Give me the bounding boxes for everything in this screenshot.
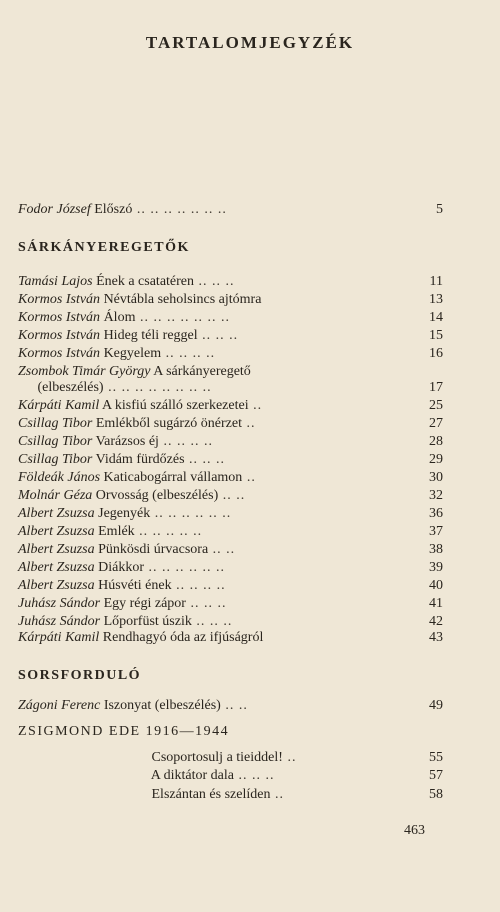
entry-title: Pünkösdi úrvacsora <box>98 542 209 557</box>
entry-dots: .. .. <box>218 488 246 503</box>
entry-title: Diákkor <box>98 560 145 575</box>
entry-author: Tamási Lajos <box>18 274 93 289</box>
toc-entry <box>18 767 443 785</box>
toc-entry <box>18 397 443 415</box>
entry-page: 37 <box>429 524 443 539</box>
toc-entry <box>18 487 443 505</box>
entry-author: Albert Zsuzsa <box>18 542 95 557</box>
entry-dots: .. .. <box>220 698 248 713</box>
entry-author: Albert Zsuzsa <box>18 506 95 521</box>
entry-title: Emlékből sugárzó önérzet <box>95 416 242 431</box>
entry-page: 29 <box>429 452 443 467</box>
entry-page: 41 <box>429 596 443 611</box>
entry-title: A diktátor dala <box>150 768 234 783</box>
entry-page: 13 <box>429 292 443 307</box>
entry-page: 38 <box>429 542 443 557</box>
entry-page: 42 <box>429 614 443 629</box>
entry-page: 36 <box>429 506 443 521</box>
entry-dots: .. .. .. <box>194 274 235 289</box>
entry-title: (elbeszélés) <box>37 380 104 395</box>
toc-entry <box>18 505 443 523</box>
entry-dots: .. .. .. .. .. .. <box>150 506 232 521</box>
entry-title: Húsvéti ének <box>98 578 172 593</box>
entry-title: Ének a csatatéren <box>96 274 195 289</box>
entry-dots: .. <box>248 398 263 413</box>
entry-author: Albert Zsuzsa <box>18 578 95 593</box>
toc-entry <box>18 415 443 433</box>
entry-page: 32 <box>429 488 443 503</box>
entry-author: Csillag Tibor <box>18 434 93 449</box>
entry-author: Kárpáti Kamil <box>18 630 100 645</box>
entry-author: Zsombok Timár György <box>18 364 151 379</box>
entry-page: 28 <box>429 434 443 449</box>
entry-dots: .. .. .. .. .. .. .. <box>135 310 230 325</box>
entry-dots: .. <box>270 787 284 802</box>
entry-title: Varázsos éj <box>95 434 159 449</box>
entry-page: 17 <box>429 380 443 395</box>
toc-entry <box>18 523 443 541</box>
entry-author: Molnár Géza <box>18 488 93 503</box>
entry-page: 40 <box>429 578 443 593</box>
entry-author: Fodor József <box>18 202 91 217</box>
toc-entry <box>18 541 443 559</box>
page-title: TARTALOMJEGYZÉK <box>145 33 355 52</box>
toc-entry <box>18 433 443 451</box>
toc-entry <box>18 345 443 363</box>
entry-title: Névtábla seholsincs ajtómra <box>103 292 262 307</box>
entry-title: Iszonyat (elbeszélés) <box>103 698 221 713</box>
entry-dots: .. .. .. <box>184 452 226 467</box>
entry-page: 11 <box>429 274 443 289</box>
entry-author: Földeák János <box>18 470 101 485</box>
entry-dots: .. .. .. .. <box>161 346 216 361</box>
entry-dots: .. .. .. <box>191 614 233 629</box>
entry-dots: .. .. .. .. <box>171 578 226 593</box>
toc-entry <box>18 577 443 595</box>
entry-dots: .. .. .. .. <box>158 434 213 449</box>
entry-page: 49 <box>429 698 443 713</box>
entry-dots: .. .. .. <box>197 328 239 343</box>
toc-entry <box>18 469 443 487</box>
entry-dots: .. .. .. .. .. <box>134 524 203 539</box>
entry-title: Elszántan és szelíden <box>151 787 271 802</box>
entry-author: Juhász Sándor <box>18 596 101 611</box>
toc-entry <box>18 309 443 327</box>
entry-title: A sárkányeregető <box>153 364 251 379</box>
entry-title: Kegyelem <box>103 346 162 361</box>
entry-author: Kormos István <box>18 328 101 343</box>
entry-page: 55 <box>429 750 443 765</box>
entry-dots: .. .. <box>208 542 236 557</box>
entry-dots: .. .. .. .. .. .. <box>144 560 226 575</box>
section-heading-sorsfordulo: SORSFORDULÓ <box>18 668 142 683</box>
entry-author: Kormos István <box>18 310 101 325</box>
entry-page: 15 <box>429 328 443 343</box>
entry-page: 30 <box>429 470 443 485</box>
entry-title: Vidám fürdőzés <box>95 452 185 467</box>
entry-title: Orvosság (elbeszélés) <box>95 488 219 503</box>
entry-author: Albert Zsuzsa <box>18 524 95 539</box>
entry-title: Álom <box>103 310 136 325</box>
entry-dots: .. .. .. <box>185 596 227 611</box>
section-heading-zsigmond-ede: ZSIGMOND EDE 1916—1944 <box>18 724 230 739</box>
entry-page: 43 <box>429 630 443 645</box>
entry-author: Kormos István <box>18 346 101 361</box>
entry-page: 39 <box>429 560 443 575</box>
toc-entry <box>18 629 443 647</box>
toc-entry-intro <box>18 201 443 219</box>
entry-dots: .. <box>282 750 297 765</box>
entry-title: Emlék <box>98 524 135 539</box>
toc-entry <box>18 749 443 767</box>
entry-title: Katicabogárral vállamon <box>103 470 243 485</box>
entry-page: 57 <box>429 768 443 783</box>
toc-entry <box>18 451 443 469</box>
entry-title: Jegenyék <box>98 506 151 521</box>
entry-page: 27 <box>429 416 443 431</box>
entry-title: A kisfiú szálló szerkezetei <box>102 398 249 413</box>
toc-entry <box>18 291 443 309</box>
entry-author: Zágoni Ferenc <box>18 698 101 713</box>
entry-dots: .. .. .. <box>233 768 275 783</box>
entry-dots: .. .. .. .. .. .. .. <box>132 202 227 217</box>
toc-entry <box>18 786 443 804</box>
entry-author: Csillag Tibor <box>18 452 93 467</box>
entry-title: Csoportosulj a tieiddel! <box>151 750 283 765</box>
entry-title: Lőporfüst úszik <box>103 614 192 629</box>
entry-page: 5 <box>436 202 443 217</box>
entry-author: Juhász Sándor <box>18 614 101 629</box>
entry-dots: .. <box>242 470 256 485</box>
entry-dots: .. <box>241 416 256 431</box>
entry-author: Albert Zsuzsa <box>18 560 95 575</box>
entry-title: Egy régi zápor <box>103 596 186 611</box>
entry-dots: .. .. .. .. .. .. .. .. <box>103 380 212 395</box>
entry-title: Előszó <box>94 202 133 217</box>
entry-author: Kormos István <box>18 292 101 307</box>
entry-page: 14 <box>429 310 443 325</box>
entry-page: 25 <box>429 398 443 413</box>
entry-page: 58 <box>429 787 443 802</box>
toc-entry-continued <box>18 379 443 397</box>
toc-entry <box>18 559 443 577</box>
toc-entry <box>18 327 443 345</box>
toc-entry <box>18 273 443 291</box>
entry-author: Kárpáti Kamil <box>18 398 100 413</box>
entry-author: Csillag Tibor <box>18 416 93 431</box>
page-number: 463 <box>404 823 425 838</box>
toc-entry <box>18 697 443 715</box>
entry-title: Hideg téli reggel <box>103 328 198 343</box>
section-heading-sarkanyeregetok: SÁRKÁNYEREGETŐK <box>18 240 190 255</box>
entry-title: Rendhagyó óda az ifjúságról <box>102 630 264 645</box>
toc-entry <box>18 595 443 613</box>
entry-page: 16 <box>429 346 443 361</box>
